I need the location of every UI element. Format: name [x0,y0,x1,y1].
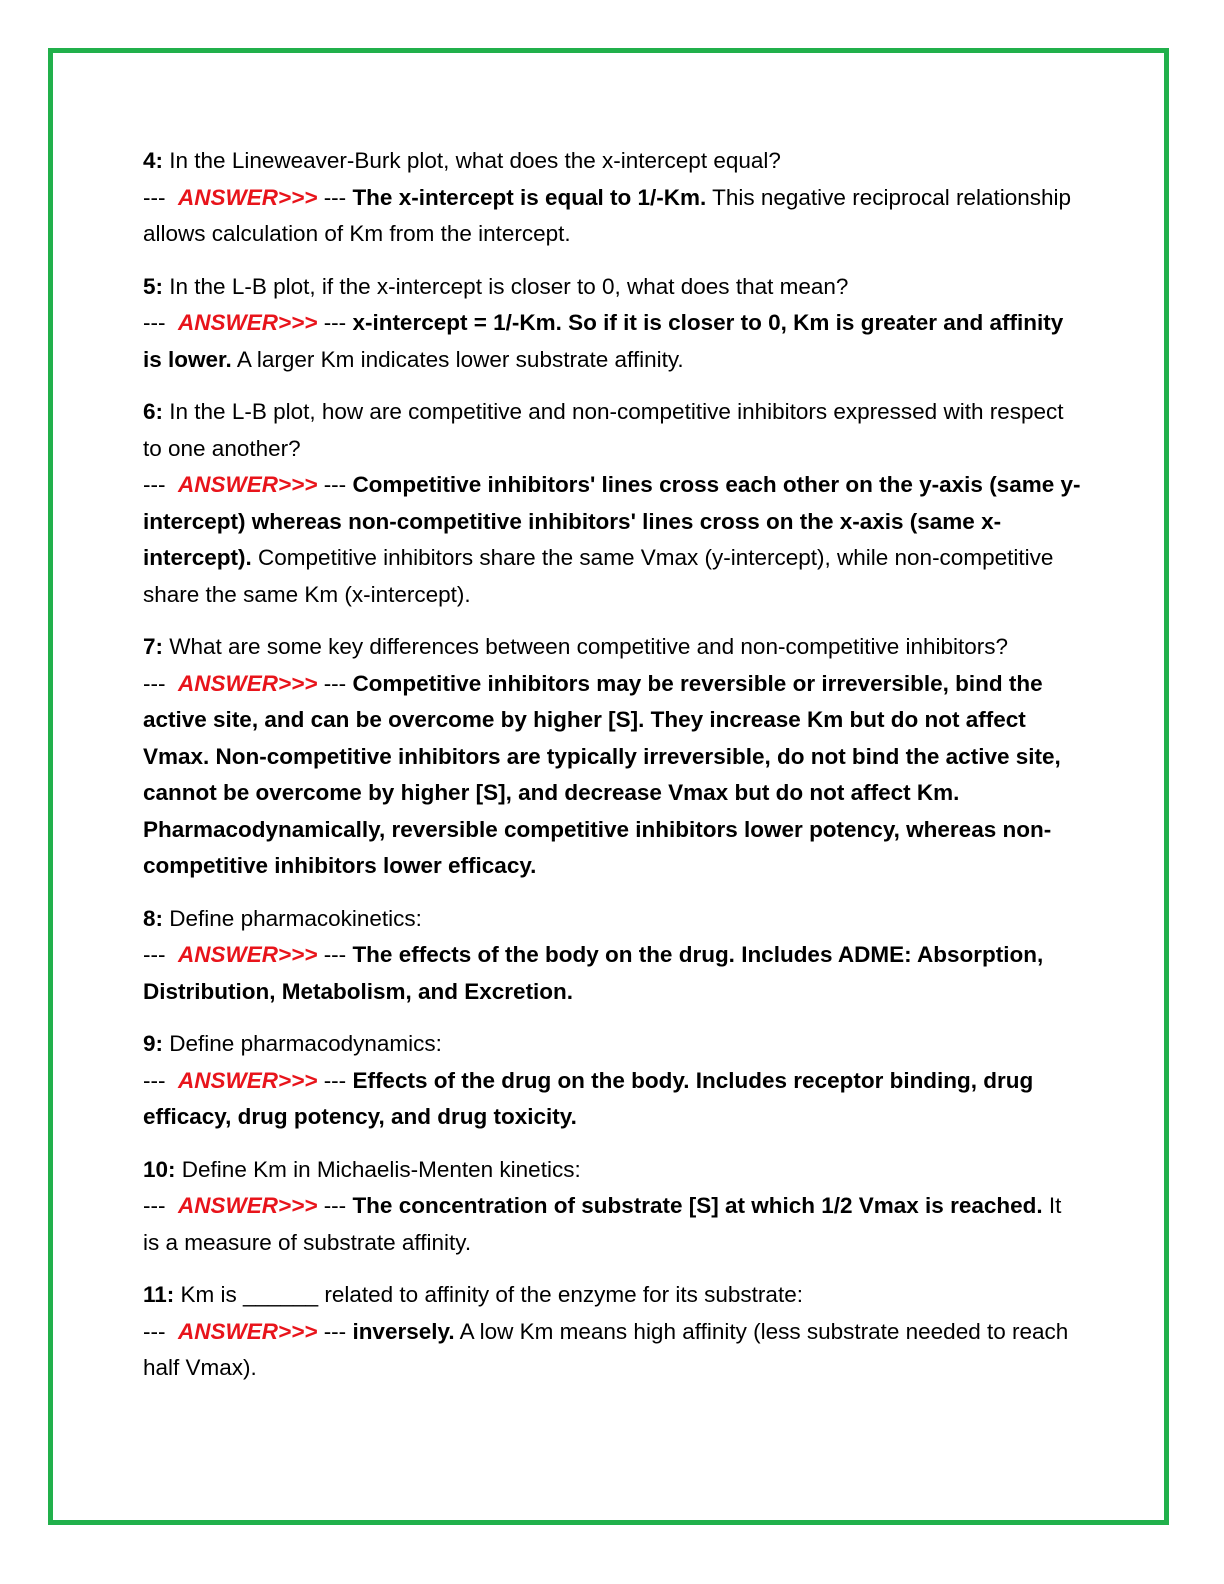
answer-tag: ANSWER>>> [178,670,318,696]
question-line [143,143,1083,180]
question-line [143,269,1083,306]
question-text: What are some key differences between competitive and non-competitive inhibitors? [169,634,1009,659]
answer-suffix: --- [323,1318,347,1344]
question-number: 8: [143,905,164,931]
answer-prefix: --- [143,310,166,335]
answer-suffix: --- [323,670,347,696]
answer-suffix: --- [323,942,347,967]
answer-line [143,180,1083,253]
qa-list [143,143,1083,1403]
answer-bold: Effects of the drug on the body. Includes receptor binding, drug efficacy, drug potency, and drug toxicity. [143,1067,1034,1129]
qa-item-4 [143,143,1083,253]
qa-item-10 [143,1152,1083,1262]
question-number: 7: [143,634,164,659]
answer-prefix: --- [143,942,166,967]
answer-suffix: --- [323,184,347,210]
answer-prefix: --- [143,472,166,497]
qa-item-9 [143,1026,1083,1136]
question-text: Km is ______ related to affinity of the enzyme for its substrate: [180,1282,803,1307]
qa-item-6 [143,394,1083,613]
answer-bold: The effects of the body on the drug. Includes ADME: Absorption, Distribution, Metabolism, and Excretion. [143,942,1044,1004]
answer-rest: This negative reciprocal relationship allows calculation of Km from the intercept. [143,184,1072,246]
answer-bold: The x-intercept is equal to 1/-Km. [352,184,707,210]
answer-line [143,1314,1083,1387]
answer-bold: Competitive inhibitors may be reversible or irreversible, bind the active site, and can be overcome by higher [S]. They increase Km but do not affect Vmax. Non-competitive inhibitors are typically irreversible, do not bind the active site, cannot be overcome by higher [S], and decrease Vmax but do not affect Km. Pharmacodynamically, reversible competitive inhibitors lower potency, whereas non-competitive inhibitors lower efficacy. [143,670,1061,878]
answer-prefix: --- [143,1193,166,1218]
answer-line [143,467,1083,613]
answer-rest: It is a measure of substrate affinity. [143,1193,1062,1255]
answer-bold: Competitive inhibitors' lines cross each other on the y-axis (same y-intercept) whereas non-competitive inhibitors' lines cross on the x-axis (same x-intercept). [143,472,1081,570]
answer-tag: ANSWER>>> [178,942,318,967]
question-number: 11: [143,1282,175,1307]
answer-line [143,305,1083,378]
question-text: Define Km in Michaelis-Menten kinetics: [181,1156,581,1182]
answer-tag: ANSWER>>> [178,184,318,210]
question-number: 9: [143,1031,164,1056]
answer-line [143,1188,1083,1261]
question-line [143,1026,1083,1063]
answer-tag: ANSWER>>> [178,1318,318,1344]
question-text: Define pharmacokinetics: [169,905,422,931]
question-line [143,901,1083,938]
question-text: In the L-B plot, how are competitive and non-competitive inhibitors expressed with respect to one another? [143,399,1064,461]
question-number: 4: [143,148,164,173]
answer-line [143,937,1083,1010]
answer-rest: Competitive inhibitors share the same Vmax (y-intercept), while non-competitive share the same Km (x-intercept). [143,545,1054,607]
answer-tag: ANSWER>>> [178,472,318,497]
answer-suffix: --- [323,310,347,335]
answer-line [143,666,1083,885]
answer-prefix: --- [143,670,166,696]
qa-item-5 [143,269,1083,379]
question-text: Define pharmacodynamics: [169,1031,442,1056]
answer-tag: ANSWER>>> [178,1193,318,1218]
answer-bold: The concentration of substrate [S] at which 1/2 Vmax is reached. [352,1193,1043,1218]
answer-tag: ANSWER>>> [178,1067,318,1093]
question-line [143,1277,1083,1314]
question-text: In the Lineweaver-Burk plot, what does the x-intercept equal? [169,148,781,173]
question-line [143,629,1083,666]
question-number: 5: [143,273,164,299]
answer-tag: ANSWER>>> [178,310,318,335]
answer-line [143,1063,1083,1136]
qa-item-11 [143,1277,1083,1387]
question-text: In the L-B plot, if the x-intercept is closer to 0, what does that mean? [169,273,849,299]
answer-suffix: --- [323,1067,347,1093]
question-number: 10: [143,1156,176,1182]
answer-prefix: --- [143,1067,166,1093]
question-line [143,1152,1083,1189]
answer-rest: A larger Km indicates lower substrate affinity. [236,346,684,372]
answer-suffix: --- [323,472,347,497]
answer-prefix: --- [143,1318,166,1344]
question-line [143,394,1083,467]
answer-rest: A low Km means high affinity (less substrate needed to reach half Vmax). [143,1318,1069,1380]
qa-item-7 [143,629,1083,885]
answer-prefix: --- [143,184,166,210]
question-number: 6: [143,399,164,424]
qa-item-8 [143,901,1083,1011]
answer-bold: inversely. [352,1318,455,1344]
answer-bold: x-intercept = 1/-Km. So if it is closer to 0, Km is greater and affinity is lower. [143,310,1064,372]
answer-suffix: --- [323,1193,347,1218]
